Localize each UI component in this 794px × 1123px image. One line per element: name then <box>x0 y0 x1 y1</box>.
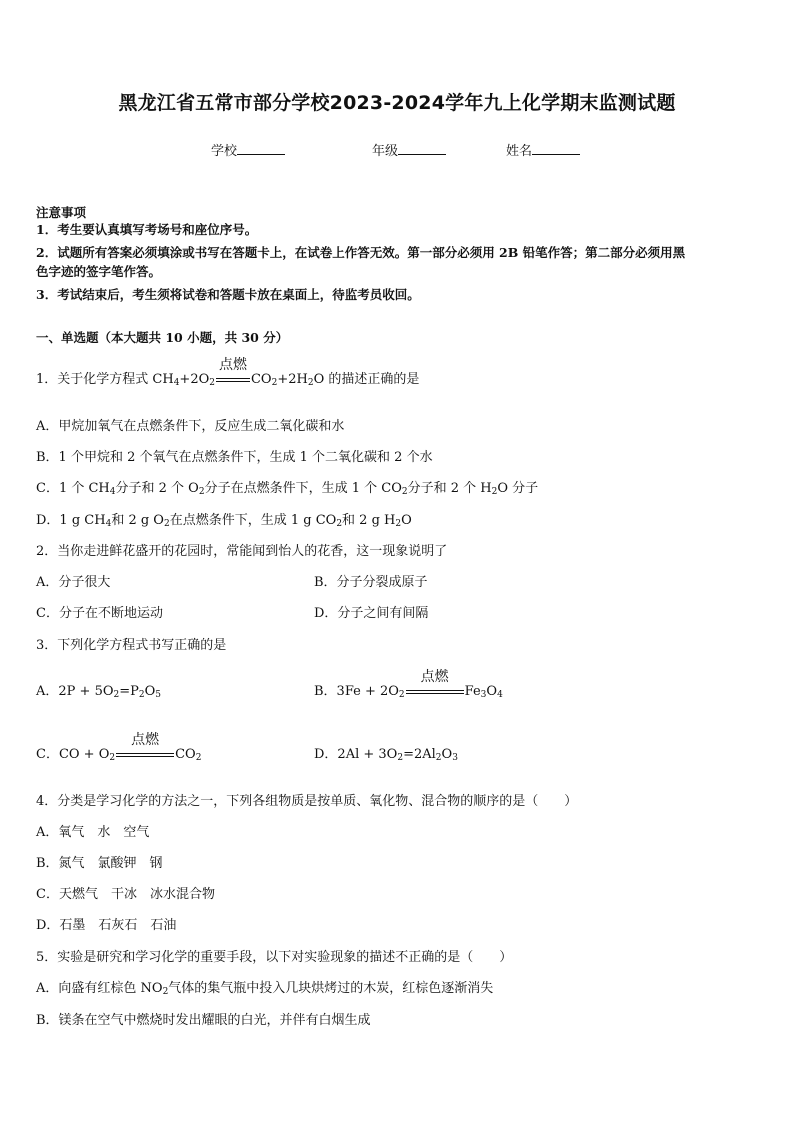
school-label: 学校 <box>211 144 238 159</box>
question-2-option-d: D．分子之间有间隔 <box>314 606 429 621</box>
question-4-stem: 4．分类是学习化学的方法之一，下列各组物质是按单质、氧化物、混合物的顺序的是（ ） <box>36 794 578 809</box>
question-5-option-b: B．镁条在空气中燃烧时发出耀眼的白光，并伴有白烟生成 <box>36 1013 371 1028</box>
question-1-option-a: A．甲烷加氧气在点燃条件下，反应生成二氧化碳和水 <box>36 419 345 434</box>
grade-field <box>372 140 446 159</box>
question-3-stem: 3．下列化学方程式书写正确的是 <box>36 638 227 653</box>
question-2-stem: 2．当你走进鲜花盛开的花园时，常能闻到怡人的花香，这一现象说明了 <box>36 544 448 559</box>
section-heading: 一、单选题（本大题共 10 小题，共 30 分） <box>36 330 289 345</box>
question-3-option-d: D．$2Al + 3O_2=2Al_2O_3$ <box>314 747 458 763</box>
condition-label: 点燃 <box>420 669 449 685</box>
note-1: 1．考生要认真填写考场号和座位序号。 <box>36 222 258 237</box>
question-3-option-a: A．$2P + 5O_2=P_2O_5$ <box>36 684 162 700</box>
question-1-option-d: D．1 g $CH_4$和 2 g $O_2$在点燃条件下，生成 1 g $CO_2$和 2 g $H_2O$ <box>36 513 412 529</box>
question-4-option-c: C．天燃气 干冰 冰水混合物 <box>36 887 215 902</box>
name-field <box>506 140 580 159</box>
condition-ignite <box>216 357 250 387</box>
question-3-option-b: B．$3Fe + 2O_2$ 点燃 $Fe_3O_4$ <box>314 680 503 699</box>
question-2-option-b: B．分子分裂成原子 <box>314 575 428 590</box>
school-blank <box>237 142 285 155</box>
condition-ignite <box>406 669 464 699</box>
q1-pre: 1．关于化学方程式 CH <box>36 372 174 387</box>
note-2a: 2．试题所有答案必须填涂或书写在答题卡上，在试卷上作答无效。第一部分必须用 2B 铅笔作答；第二部分必须用黑 <box>36 245 686 260</box>
notes-heading: 注意事项 <box>36 205 87 220</box>
condition-ignite <box>116 732 174 762</box>
question-4-option-b: B．氮气 氯酸钾 钢 <box>36 856 163 871</box>
q1-post: 的描述正确的是 <box>324 372 420 387</box>
question-4-option-a: A．氧气 水 空气 <box>36 825 150 840</box>
grade-label: 年级 <box>372 144 399 159</box>
question-2-option-a: A．分子很大 <box>36 575 111 590</box>
question-5-option-a: A．向盛有红棕色 $NO_2$气体的集气瓶中投入几块烘烤过的木炭，红棕色逐渐消失 <box>36 981 494 997</box>
name-label: 姓名 <box>506 144 533 159</box>
name-blank <box>532 142 580 155</box>
question-5-stem: 5．实验是研究和学习化学的重要手段，以下对实验现象的描述不正确的是（ ） <box>36 950 513 965</box>
question-2-option-c: C．分子在不断地运动 <box>36 606 163 621</box>
condition-label: 点燃 <box>218 357 247 373</box>
note-2b: 色字迹的签字笔作答。 <box>36 264 162 279</box>
question-4-option-d: D．石墨 石灰石 石油 <box>36 918 177 933</box>
question-1-option-b: B．1 个甲烷和 2 个氧气在点燃条件下，生成 1 个二氧化碳和 2 个水 <box>36 450 433 465</box>
school-field <box>211 140 285 159</box>
question-1-stem: 1．关于化学方程式 $CH_4+2O_2$ 点燃 $CO_2+2H_2O$ 的描述正确的是 <box>36 368 419 387</box>
exam-title: 黑龙江省五常市部分学校2023-2024学年九上化学期末监测试题 <box>118 92 676 114</box>
note-3: 3．考试结束后，考生须将试卷和答题卡放在桌面上，待监考员收回。 <box>36 287 420 302</box>
question-3-option-c: C．CO + $O_2$ 点燃 $CO_2$ <box>36 743 201 762</box>
question-1-option-c: C．1 个 $CH_4$分子和 2 个 $O_2$分子在点燃条件下，生成 1 个 $CO_2$分子和 2 个 $H_2O$ 分子 <box>36 481 539 497</box>
condition-label: 点燃 <box>131 732 160 748</box>
grade-blank <box>398 142 446 155</box>
